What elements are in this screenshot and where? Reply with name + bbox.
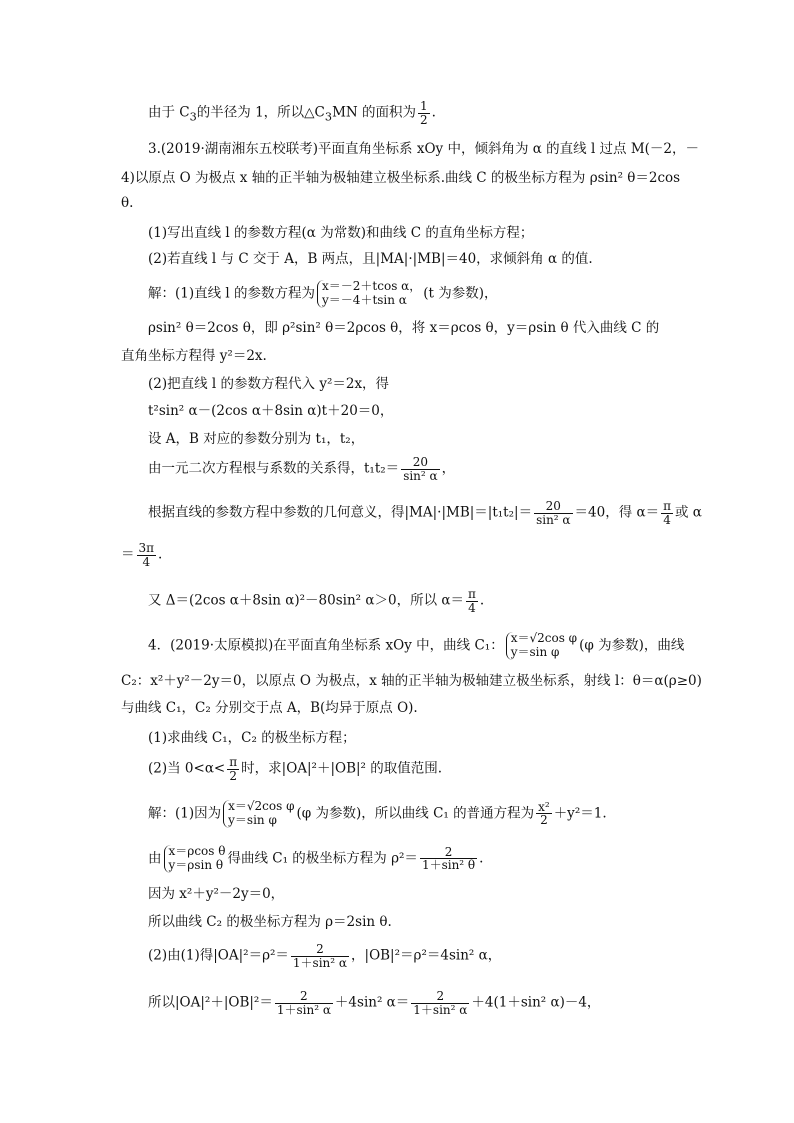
fraction: $\frac{20}{\text{sin² α}}$ (403, 455, 438, 483)
question-2: (2)若直线 l 与 C 交于 A，B 两点，且|MA|·|MB|＝40，求倾斜角 α 的值. (148, 251, 593, 267)
solution-4-line-2: 由 x＝ρcos θ y＝ρsin θ 得曲线 C₁ 的极坐标方程为 ρ²＝ $\frac{2}{\text{1＋sin² θ}}$ . (148, 844, 484, 873)
solution-line-1: 解：(1)直线 l 的参数方程为 x＝－2＋tcos α， y＝－4＋tsin α (t 为参数)， (148, 279, 498, 307)
solution-4-line-5: (2)由(1)得|OA|²＝ρ²＝ $\frac{2}{\text{1＋sin² α}}$ ，|OB|²＝ρ²＝4sin² α， (148, 942, 502, 970)
fraction: $\frac{3\pi}{4}$ (138, 541, 155, 569)
equation-system: x＝－2＋tcos α， y＝－4＋tsin α (317, 280, 421, 308)
problem-4-line-1: 4．(2019·太原模拟)在平面直角坐标系 xOy 中，曲线 C₁： x＝√2cos φ y＝sin φ (φ 为参数)，曲线 (148, 631, 685, 659)
question-1: (1)写出直线 l 的参数方程(α 为常数)和曲线 C 的直角坐标方程； (148, 225, 534, 241)
solution-4-line-3: 因为 x²＋y²－2y＝0， (148, 886, 285, 902)
text: 由于 C (148, 104, 190, 121)
equation-system: x＝√2cos φ y＝sin φ (223, 800, 294, 828)
fraction: $\frac{1}{2}$ (420, 99, 428, 127)
fraction: $\frac{20}{\text{sin² α}}$ (536, 499, 571, 527)
subscript: 3 (324, 110, 333, 124)
text: 的半径为 1，所以△C (196, 104, 325, 121)
fraction: $\frac{2}{\text{1＋sin² α}}$ (292, 942, 348, 970)
text: . (431, 104, 436, 121)
problem-3-line-1: 3.(2019·湖南湘东五校联考)平面直角坐标系 xOy 中，倾斜角为 α 的直线 l 过点 M(－2，－ (148, 141, 700, 157)
fraction: $\frac{2}{\text{1＋sin² α}}$ (276, 989, 331, 1017)
fraction: $\frac{\pi}{4}$ (467, 587, 476, 615)
problem-4-question-1: (1)求曲线 C₁，C₂ 的极坐标方程； (148, 730, 356, 746)
fraction: $\frac{\pi}{4}$ (663, 499, 672, 527)
problem-3-line-3: θ. (121, 195, 134, 211)
fraction: $\frac{\pi}{2}$ (229, 755, 238, 783)
solution-4-line-1: 解：(1)因为 x＝√2cos φ y＝sin φ (φ 为参数)，所以曲线 C₁ 的普通方程为 $\frac{\text{x²}}{2}$ ＋y²＝1. (148, 799, 607, 828)
solution-4-line-4: 所以曲线 C₂ 的极坐标方程为 ρ＝2sin θ. (148, 914, 392, 930)
problem-4-line-3: 与曲线 C₁，C₂ 分别交于点 A，B(均异于原点 O). (121, 700, 418, 716)
solution-line-9: ＝ $\frac{3\pi}{4}$ . (121, 541, 163, 569)
text: MN 的面积为 (332, 104, 416, 121)
fraction: $\frac{2}{\text{1＋sin² θ}}$ (421, 844, 476, 873)
solution-line-2: ρsin² θ＝2cos θ，即 ρ²sin² θ＝2ρcos θ，将 x＝ρcos θ，y＝ρsin θ 代入曲线 C 的 (148, 320, 660, 336)
problem-3-line-2: 4)以原点 O 为极点 x 轴的正半轴为极轴建立极坐标系.曲线 C 的极坐标方程为 ρsin² θ＝2cos (121, 170, 681, 186)
fraction: $\frac{2}{\text{1＋sin² α}}$ (413, 989, 468, 1017)
solution-line-3: 直角坐标方程得 y²＝2x. (121, 348, 267, 364)
solution-line-7: 由一元二次方程根与系数的关系得，t₁t₂＝ $\frac{20}{\text{sin² α}}$ ， (148, 455, 456, 483)
solution-line-4: (2)把直线 l 的参数方程代入 y²＝2x，得 (148, 376, 390, 392)
solution-line-6: 设 A，B 对应的参数分别为 t₁，t₂， (148, 431, 365, 447)
fraction: $\frac{\text{x²}}{2}$ (538, 799, 550, 828)
problem-4-question-2: (2)当 0<α< $\frac{\pi}{2}$ 时，求|OA|²＋|OB|² 的取值范围. (148, 755, 443, 783)
subscript: 3 (189, 110, 197, 124)
solution-line-10: 又 Δ＝(2cos α＋8sin α)²－80sin² α＞0，所以 α＝ $\frac{\pi}{4}$ . (148, 587, 485, 615)
solution-4-line-6: 所以|OA|²＋|OB|²＝ $\frac{2}{\text{1＋sin² α}}$ ＋4sin² α＝ $\frac{2}{\text{1＋sin² α}}$ ＋4(1＋sin² α)－4， (148, 989, 601, 1017)
solution-line-8: 根据直线的参数方程中参数的几何意义，得|MA|·|MB|＝|t₁t₂|＝ $\frac{20}{\text{sin² α}}$ ＝40，得 α＝ $\frac{\pi}{4}$ 或 α (148, 499, 702, 527)
problem-4-line-2: C₂：x²＋y²－2y＝0，以原点 O 为极点，x 轴的正半轴为极轴建立极坐标系，射线 l：θ＝α(ρ≥0) (121, 673, 702, 689)
equation-system: x＝ρcos θ y＝ρsin θ (164, 845, 226, 873)
solution-line-5: t²sin² α－(2cos α＋8sin α)t＋20＝0， (148, 403, 394, 419)
equation-system: x＝√2cos φ y＝sin φ (506, 632, 577, 660)
text-line (148, 100, 436, 126)
